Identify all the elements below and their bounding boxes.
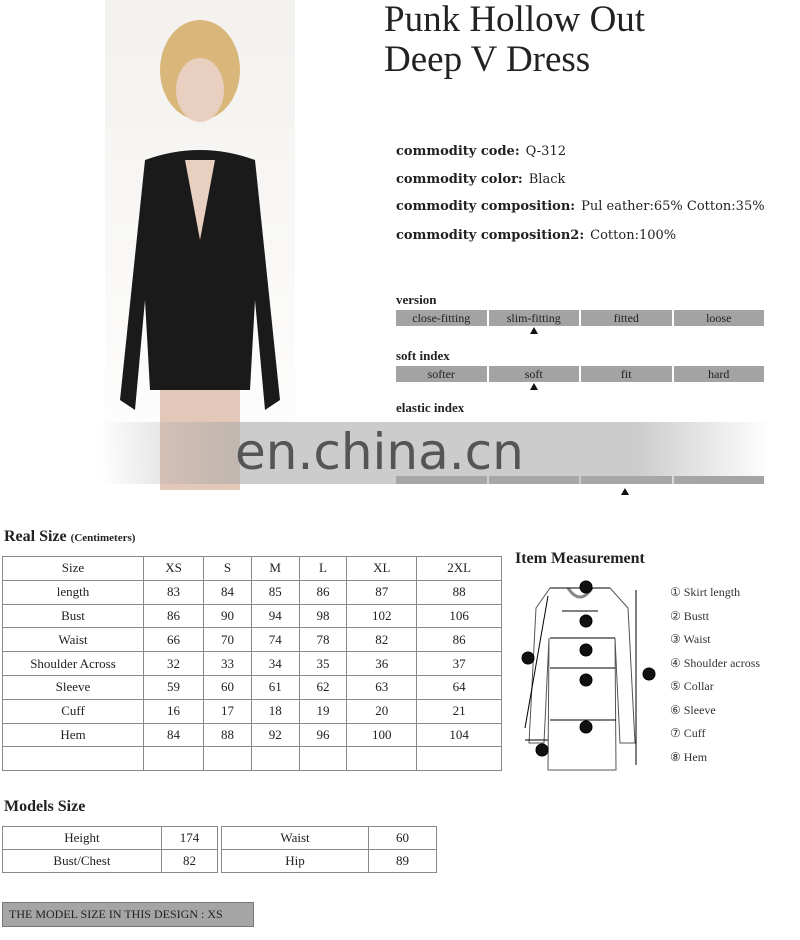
spec-value: Pul eather:65% Cotton:35% <box>581 199 765 214</box>
table-row <box>3 628 502 652</box>
cell: 60 <box>369 827 437 850</box>
table-cell: 106 <box>417 604 502 628</box>
table-cell: 62 <box>299 675 347 699</box>
table-row <box>3 652 502 676</box>
spec-composition2 <box>396 228 676 243</box>
table-cell: 78 <box>299 628 347 652</box>
table-row <box>3 580 502 604</box>
table-cell <box>251 747 299 771</box>
table-row <box>3 699 502 723</box>
watermark-text: en.china.cn <box>235 423 524 481</box>
version-option: fitted <box>581 310 672 326</box>
table-cell: Waist <box>3 628 144 652</box>
title-line: Punk Hollow Out <box>384 0 646 40</box>
spec-value: Black <box>528 172 566 187</box>
table-cell: 98 <box>299 604 347 628</box>
soft-option: soft <box>489 366 580 382</box>
table-cell <box>347 747 417 771</box>
elastic-index-label: elastic index <box>396 400 465 415</box>
table-cell <box>417 747 502 771</box>
spec-color <box>396 172 565 187</box>
table-cell: 36 <box>347 652 417 676</box>
cell: Height <box>3 827 162 850</box>
legend-item: ⑤ Collar <box>670 679 714 693</box>
table-cell: 59 <box>144 675 204 699</box>
table-cell: 92 <box>251 723 299 747</box>
table-cell: 37 <box>417 652 502 676</box>
table-cell <box>144 747 204 771</box>
table-cell: 61 <box>251 675 299 699</box>
table-cell: 86 <box>299 580 347 604</box>
legend-item: ① Skirt length <box>670 585 741 599</box>
table-cell: 85 <box>251 580 299 604</box>
models-table-right <box>221 826 437 873</box>
table-cell: S <box>204 557 252 581</box>
table-cell: 83 <box>144 580 204 604</box>
soft-option: hard <box>674 366 765 382</box>
table-cell: 104 <box>417 723 502 747</box>
spec-composition <box>396 199 765 214</box>
table-cell: 60 <box>204 675 252 699</box>
table-cell: 94 <box>251 604 299 628</box>
dress-diagram <box>520 578 660 773</box>
spec-label: commodity color: <box>396 172 523 187</box>
legend-item: ⑦ Cuff <box>670 726 706 740</box>
unit-label: (Centimeters) <box>70 532 136 544</box>
table-cell <box>3 747 144 771</box>
legend-item: ⑥ Sleeve <box>670 702 716 717</box>
spec-value: Cotton:100% <box>590 228 677 243</box>
table-cell: 87 <box>347 580 417 604</box>
table-cell <box>299 747 347 771</box>
table-row <box>3 723 502 747</box>
table-cell: 84 <box>204 580 252 604</box>
table-cell: Sleeve <box>3 675 144 699</box>
table-cell: 74 <box>251 628 299 652</box>
cell: Bust/Chest <box>3 850 162 873</box>
table-cell: 88 <box>204 723 252 747</box>
spec-label: commodity composition: <box>396 199 576 214</box>
table-cell: 66 <box>144 628 204 652</box>
soft-option: softer <box>396 366 487 382</box>
table-cell: 100 <box>347 723 417 747</box>
table-cell: 19 <box>299 699 347 723</box>
table-cell: XS <box>144 557 204 581</box>
table-cell: 17 <box>204 699 252 723</box>
models-table-left <box>2 826 218 873</box>
title-line: Deep V Dress <box>384 39 591 80</box>
cell: 82 <box>161 850 217 873</box>
table-cell: Size <box>3 557 144 581</box>
table-cell: 102 <box>347 604 417 628</box>
table-cell: Hem <box>3 723 144 747</box>
cell: 89 <box>369 850 437 873</box>
table-cell: XL <box>347 557 417 581</box>
table-cell: 2XL <box>417 557 502 581</box>
table-cell: 32 <box>144 652 204 676</box>
table-cell: Bust <box>3 604 144 628</box>
spec-code <box>396 144 566 159</box>
size-table <box>2 556 502 771</box>
version-bar <box>396 310 764 326</box>
table-cell: 64 <box>417 675 502 699</box>
legend-item: ④ Shoulder across <box>670 655 761 670</box>
legend-item: ⑧ Hem <box>670 749 708 764</box>
soft-index-label: soft index <box>396 348 450 363</box>
legend-item: ② Bustt <box>670 608 710 623</box>
table-cell <box>204 747 252 771</box>
cell: Waist <box>222 827 369 850</box>
soft-option: fit <box>581 366 672 382</box>
table-cell: 34 <box>251 652 299 676</box>
table-row <box>3 557 502 581</box>
soft-marker-icon <box>530 383 538 390</box>
table-cell: 70 <box>204 628 252 652</box>
version-label: version <box>396 292 437 307</box>
product-title <box>384 0 645 80</box>
table-cell: Shoulder Across <box>3 652 144 676</box>
table-cell: 86 <box>417 628 502 652</box>
table-cell: L <box>299 557 347 581</box>
table-cell: 18 <box>251 699 299 723</box>
legend-item: ③ Waist <box>670 632 711 646</box>
table-cell: length <box>3 580 144 604</box>
spec-value: Q-312 <box>525 144 566 159</box>
cell: Hip <box>222 850 369 873</box>
table-row <box>3 675 502 699</box>
model-size-note: THE MODEL SIZE IN THIS DESIGN : XS <box>2 902 254 927</box>
table-row <box>3 604 502 628</box>
real-size-heading: Real Size <box>4 528 67 545</box>
table-cell: 82 <box>347 628 417 652</box>
item-measurement-title: Item Measurement <box>515 550 645 567</box>
models-size-title: Models Size <box>4 798 86 815</box>
table-cell: 16 <box>144 699 204 723</box>
spec-label: commodity composition2: <box>396 228 585 243</box>
soft-index-bar <box>396 366 764 382</box>
table-cell: 21 <box>417 699 502 723</box>
spec-label: commodity code: <box>396 144 520 159</box>
table-cell: 84 <box>144 723 204 747</box>
table-cell: 20 <box>347 699 417 723</box>
version-option: close-fitting <box>396 310 487 326</box>
table-row <box>3 747 502 771</box>
table-cell: Cuff <box>3 699 144 723</box>
version-option: slim-fitting <box>489 310 580 326</box>
table-cell: M <box>251 557 299 581</box>
table-cell: 33 <box>204 652 252 676</box>
model-photo <box>105 0 295 495</box>
elastic-marker-icon <box>621 488 629 495</box>
watermark <box>100 422 770 484</box>
version-marker-icon <box>530 327 538 334</box>
table-cell: 86 <box>144 604 204 628</box>
table-cell: 35 <box>299 652 347 676</box>
version-option: loose <box>674 310 765 326</box>
table-cell: 63 <box>347 675 417 699</box>
real-size-title <box>4 528 135 546</box>
cell: 174 <box>161 827 217 850</box>
table-cell: 88 <box>417 580 502 604</box>
table-cell: 90 <box>204 604 252 628</box>
table-cell: 96 <box>299 723 347 747</box>
